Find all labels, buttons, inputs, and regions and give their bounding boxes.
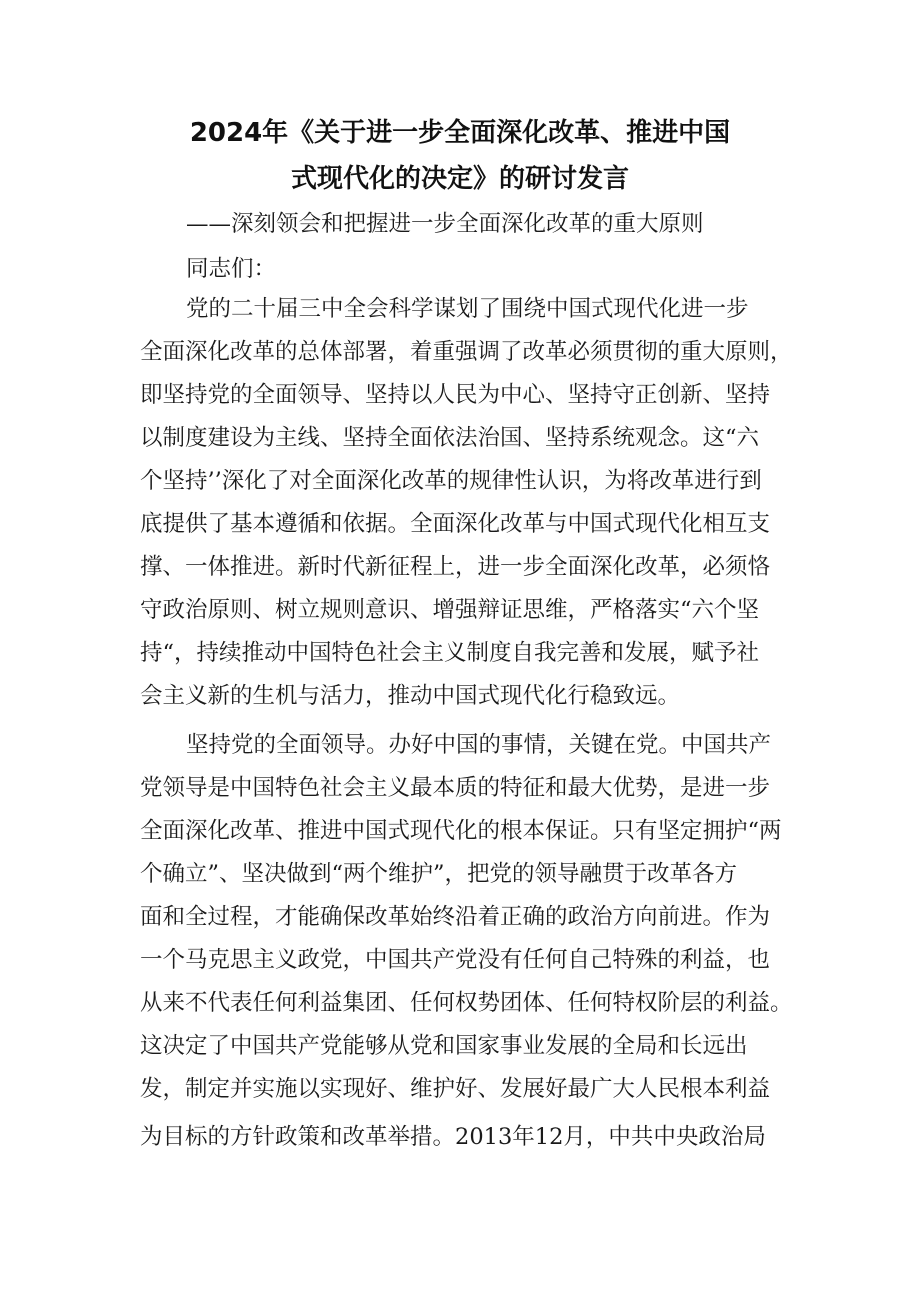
document-subtitle: ——深刻领会和把握进一步全面深化改革的重大原则 xyxy=(186,211,704,237)
document-title-line-2: 式现代化的决定》的研讨发言 xyxy=(290,164,629,194)
paragraph-1-line-3: 即坚持党的全面领导、坚持以人民为中心、坚持守正创新、坚持 xyxy=(140,382,771,408)
paragraph-1-line-7: 撑、一体推进。新时代新征程上，进一步全面深化改革，必须恪 xyxy=(140,554,771,580)
paragraph-2-line-10: 为目标的方针政策和改革举措。2013年12月，中共中央政治局 xyxy=(140,1124,766,1150)
paragraph-2-line-9: 发，制定并实施以实现好、维护好、发展好最广大人民根本利益 xyxy=(140,1076,771,1102)
paragraph-2-line-7: 从来不代表任何利益集团、任何权势团体、任何特权阶层的利益。 xyxy=(140,990,793,1016)
salutation: 同志们： xyxy=(186,256,277,282)
paragraph-1-line-2: 全面深化改革的总体部署，着重强调了改革必须贯彻的重大原则， xyxy=(140,339,793,365)
paragraph-2-line-8: 这决定了中国共产党能够从党和国家事业发展的全局和长远出 xyxy=(140,1033,748,1059)
paragraph-2-line-2: 党领导是中国特色社会主义最本质的特征和最大优势，是进一步 xyxy=(140,775,771,801)
paragraph-1-line-1: 党的二十届三中全会科学谋划了围绕中国式现代化进一步 xyxy=(186,296,749,322)
paragraph-2-line-1: 坚持党的全面领导。办好中国的事情，关键在党。中国共产 xyxy=(186,732,772,758)
paragraph-1-line-4: 以制度建设为主线、坚持全面依法治国、坚持系统观念。这“六 xyxy=(140,425,760,451)
document-title-line-1: 2024年《关于进一步全面深化改革、推进中国 xyxy=(189,118,731,148)
paragraph-1-line-10: 会主义新的生机与活力，推动中国式现代化行稳致远。 xyxy=(140,683,681,709)
paragraph-2-line-3: 全面深化改革、推进中国式现代化的根本保证。只有坚定拥护“两 xyxy=(140,818,782,844)
paragraph-1-line-9: 持“，持续推动中国特色社会主义制度自我完善和发展，赋予社 xyxy=(140,640,760,666)
paragraph-2-line-4: 个确立”、坚决做到“两个维护”，把党的领导融贯于改革各方 xyxy=(140,861,738,887)
paragraph-1-line-6: 底提供了基本遵循和依据。全面深化改革与中国式现代化相互支 xyxy=(140,511,771,537)
paragraph-1-line-5: 个坚持’’深化了对全面深化改革的规律性认识，为将改革进行到 xyxy=(140,468,762,494)
paragraph-2-line-5: 面和全过程，才能确保改革始终沿着正确的政治方向前进。作为 xyxy=(140,904,771,930)
paragraph-1-line-8: 守政治原则、树立规则意识、增强辩证思维，严格落实“六个坚 xyxy=(140,597,760,623)
paragraph-2-line-6: 一个马克思主义政党，中国共产党没有任何自己特殊的利益，也 xyxy=(140,947,771,973)
